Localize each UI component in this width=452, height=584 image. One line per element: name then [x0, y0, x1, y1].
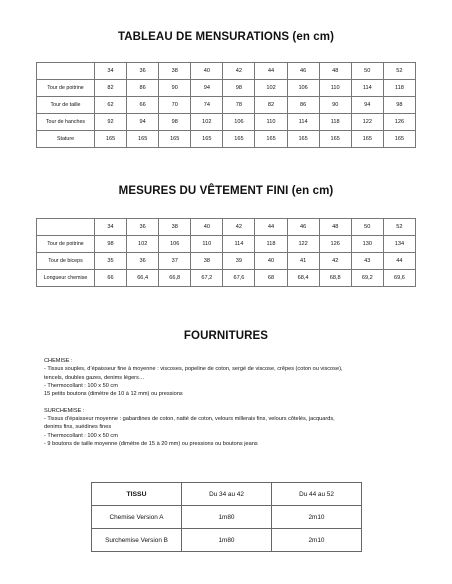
value-cell: 134 — [383, 236, 415, 253]
size-cell: 52 — [383, 219, 415, 236]
size-cell: 34 — [95, 63, 127, 80]
value-cell: 94 — [127, 114, 159, 131]
size-cell: 52 — [383, 63, 415, 80]
value-cell: 102 — [191, 114, 223, 131]
value-cell: 130 — [351, 236, 383, 253]
table-row — [92, 506, 362, 529]
shirt-line: tencels, doubles gazes, denims légers… — [44, 374, 145, 381]
value-cell: 165 — [255, 131, 287, 148]
value-cell: 118 — [255, 236, 287, 253]
value-cell: 110 — [255, 114, 287, 131]
value-cell: 2m10 — [272, 506, 362, 529]
supplies-notes — [44, 357, 414, 448]
size-cell: 34 — [95, 219, 127, 236]
value-cell: 122 — [287, 236, 319, 253]
finished-title: MESURES DU VÊTEMENT FINI (en cm) — [118, 185, 334, 197]
value-cell: 92 — [95, 114, 127, 131]
fabric-header-row — [92, 483, 362, 506]
value-cell: 118 — [319, 114, 351, 131]
table-row — [37, 236, 416, 253]
size-cell: 38 — [159, 219, 191, 236]
size-cell: 48 — [319, 63, 351, 80]
row-label: Chemise Version A — [92, 506, 182, 529]
value-cell: 78 — [223, 97, 255, 114]
value-cell: 114 — [351, 80, 383, 97]
size-cell: 46 — [287, 219, 319, 236]
value-cell: 165 — [223, 131, 255, 148]
value-cell: 106 — [287, 80, 319, 97]
value-cell: 165 — [319, 131, 351, 148]
fabric-table — [91, 482, 362, 552]
value-cell: 94 — [191, 80, 223, 97]
value-cell: 106 — [159, 236, 191, 253]
value-cell: 114 — [223, 236, 255, 253]
measurements-size-row — [37, 63, 416, 80]
value-cell: 43 — [351, 253, 383, 270]
measurements-table — [36, 62, 416, 148]
value-cell: 36 — [127, 253, 159, 270]
table-row — [37, 114, 416, 131]
value-cell: 90 — [159, 80, 191, 97]
value-cell: 90 — [319, 97, 351, 114]
size-cell: 40 — [191, 63, 223, 80]
value-cell: 165 — [383, 131, 415, 148]
value-cell: 68,8 — [319, 270, 351, 287]
value-cell: 114 — [287, 114, 319, 131]
table-row — [37, 270, 416, 287]
value-cell: 122 — [351, 114, 383, 131]
size-cell: 50 — [351, 63, 383, 80]
size-cell: 40 — [191, 219, 223, 236]
value-cell: 44 — [383, 253, 415, 270]
value-cell: 74 — [191, 97, 223, 114]
overshirt-line: - 9 boutons de taille moyenne (dimètre de 15 à 20 mm) ou pressions ou boutons jeans — [44, 440, 258, 447]
value-cell: 102 — [255, 80, 287, 97]
row-label: Tour de hanches — [37, 114, 95, 131]
row-label: Tour de poitrine — [37, 80, 95, 97]
value-cell: 106 — [223, 114, 255, 131]
value-cell: 98 — [159, 114, 191, 131]
value-cell: 82 — [255, 97, 287, 114]
value-cell: 66,8 — [159, 270, 191, 287]
value-cell: 98 — [383, 97, 415, 114]
value-cell: 118 — [383, 80, 415, 97]
shirt-line: 15 petits boutons (dimètre de 10 à 12 mm) ou pressions — [44, 391, 183, 398]
table-row — [37, 97, 416, 114]
overshirt-heading: SURCHEMISE : — [44, 407, 85, 414]
finished-size-row — [37, 219, 416, 236]
value-cell: 94 — [351, 97, 383, 114]
overshirt-line: - Thermocollant : 100 x 50 cm — [44, 432, 118, 439]
size-cell: 44 — [255, 63, 287, 80]
measurements-title: TABLEAU DE MENSURATIONS (en cm) — [117, 31, 335, 43]
size-cell: 42 — [223, 63, 255, 80]
value-cell: 37 — [159, 253, 191, 270]
fabric-header-cell: TISSU — [92, 483, 182, 506]
table-row — [37, 131, 416, 148]
value-cell: 62 — [95, 97, 127, 114]
size-cell: 38 — [159, 63, 191, 80]
value-cell: 35 — [95, 253, 127, 270]
value-cell: 165 — [287, 131, 319, 148]
size-cell: 42 — [223, 219, 255, 236]
value-cell: 66,4 — [127, 270, 159, 287]
shirt-heading: CHEMISE : — [44, 358, 73, 364]
value-cell: 126 — [319, 236, 351, 253]
value-cell: 165 — [127, 131, 159, 148]
value-cell: 42 — [319, 253, 351, 270]
value-cell: 165 — [191, 131, 223, 148]
size-cell: 36 — [127, 63, 159, 80]
value-cell: 98 — [223, 80, 255, 97]
value-cell: 41 — [287, 253, 319, 270]
value-cell: 68,4 — [287, 270, 319, 287]
value-cell: 2m10 — [272, 529, 362, 552]
shirt-line: - Thermocollant : 100 x 50 cm — [44, 382, 118, 389]
value-cell: 67,2 — [191, 270, 223, 287]
value-cell: 165 — [95, 131, 127, 148]
size-cell: 46 — [287, 63, 319, 80]
finished-table — [36, 218, 416, 287]
value-cell: 68 — [255, 270, 287, 287]
header-blank-cell — [37, 63, 95, 80]
value-cell: 102 — [127, 236, 159, 253]
size-cell: 36 — [127, 219, 159, 236]
value-cell: 82 — [95, 80, 127, 97]
value-cell: 86 — [127, 80, 159, 97]
supplies-title: FOURNITURES — [183, 330, 269, 342]
header-blank-cell — [37, 219, 95, 236]
value-cell: 69,6 — [383, 270, 415, 287]
value-cell: 86 — [287, 97, 319, 114]
value-cell: 98 — [95, 236, 127, 253]
value-cell: 39 — [223, 253, 255, 270]
row-label: Tour de biceps — [37, 253, 95, 270]
row-label: Surchemise Version B — [92, 529, 182, 552]
value-cell: 110 — [319, 80, 351, 97]
value-cell: 66 — [127, 97, 159, 114]
value-cell: 66 — [95, 270, 127, 287]
value-cell: 110 — [191, 236, 223, 253]
table-row — [37, 253, 416, 270]
value-cell: 70 — [159, 97, 191, 114]
size-cell: 48 — [319, 219, 351, 236]
value-cell: 69,2 — [351, 270, 383, 287]
row-label: Stature — [37, 131, 95, 148]
value-cell: 38 — [191, 253, 223, 270]
overshirt-line: denims fins, suédines fines — [44, 424, 112, 431]
overshirt-line: - Tissus d’épaisseur moyenne : gabardines de coton, natté de coton, velours millerais fins, velours côtelés, jacquards, — [44, 416, 335, 423]
value-cell: 40 — [255, 253, 287, 270]
value-cell: 165 — [351, 131, 383, 148]
shirt-line: - Tissus souples, d’épaisseur fine à moyenne : viscoses, popeline de coton, sergé de viscose, crêpes (coton ou viscose), — [44, 366, 343, 373]
value-cell: 67,6 — [223, 270, 255, 287]
value-cell: 1m80 — [182, 529, 272, 552]
fabric-header-cell: Du 44 au 52 — [272, 483, 362, 506]
size-cell: 50 — [351, 219, 383, 236]
table-row — [92, 529, 362, 552]
value-cell: 126 — [383, 114, 415, 131]
value-cell: 165 — [159, 131, 191, 148]
row-label: Tour de taille — [37, 97, 95, 114]
fabric-header-cell: Du 34 au 42 — [182, 483, 272, 506]
row-label: Tour de poitrine — [37, 236, 95, 253]
table-row — [37, 80, 416, 97]
row-label: Longueur chemise — [37, 270, 95, 287]
value-cell: 1m80 — [182, 506, 272, 529]
size-cell: 44 — [255, 219, 287, 236]
